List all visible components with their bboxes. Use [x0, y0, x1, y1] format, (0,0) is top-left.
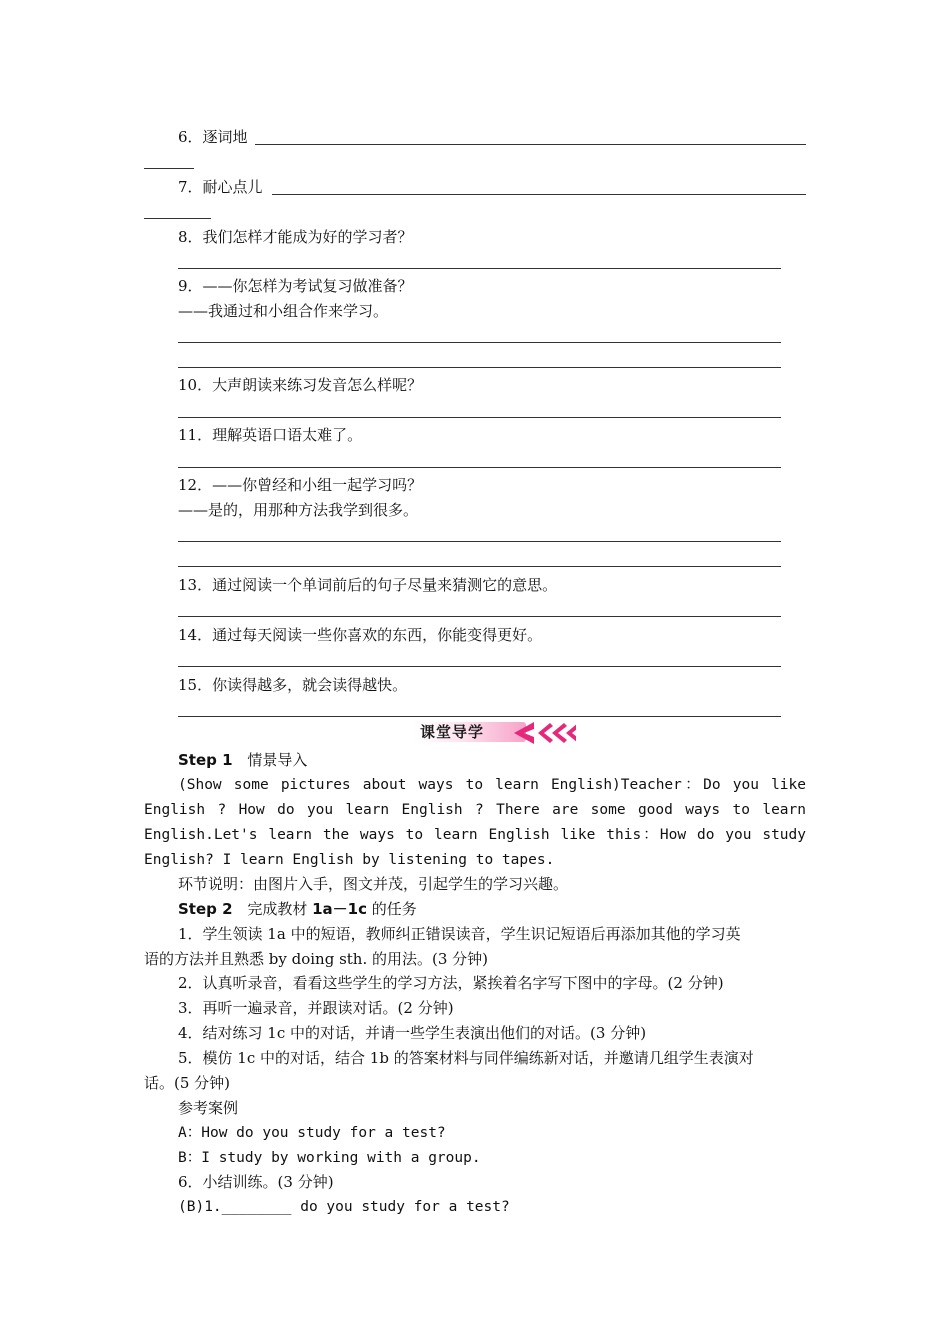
item-8-prompt: 8．我们怎样才能成为好的学习者？: [178, 228, 413, 246]
step-2-title: 完成教材: [247, 900, 308, 918]
item-12-response: ——是的，用那种方法我学到很多。: [178, 501, 419, 519]
dialog-line-b: B：I study by working with a group.: [178, 1150, 481, 1166]
step-2-heading: [178, 899, 417, 919]
item-14-prompt: 14．通过每天阅读一些你喜欢的东西，你能变得更好。: [178, 626, 543, 644]
step-1-paragraph-line: (Show some pictures about ways to learn English)Teacher：Do you like: [178, 777, 806, 793]
answer-line[interactable]: [178, 666, 781, 667]
step-2-item-3: 3．再听一遍录音，并跟读对话。(2 分钟): [178, 999, 454, 1017]
answer-line[interactable]: [178, 541, 781, 542]
step-1-label: Step 1: [178, 751, 233, 769]
answer-line[interactable]: [178, 616, 781, 617]
item-15-prompt: 15．你读得越多，就会读得越快。: [178, 676, 408, 694]
step-1-heading: [178, 750, 307, 770]
step-2-label: Step 2: [178, 900, 233, 918]
section-banner: [414, 720, 576, 746]
step-2-item-4: 4．结对练习 1c 中的对话，并请一些学生表演出他们的对话。(3 分钟): [178, 1024, 647, 1042]
step-1-title: 情景导入: [247, 751, 308, 769]
item-10-prompt: 10．大声朗读来练习发音怎么样呢？: [178, 376, 423, 394]
step-2-item-5: 5．模仿 1c 中的对话，结合 1b 的答案材料与同伴编练新对话，并邀请几组学生表演对: [178, 1049, 754, 1067]
step-2-item-5-cont: 话。(5 分钟): [144, 1074, 231, 1092]
step-2-tail: 的任务: [371, 900, 417, 918]
step-1-paragraph-line: English.Let's learn the ways to learn English like this：How do you study: [144, 827, 806, 843]
answer-line[interactable]: [178, 467, 781, 468]
answer-line[interactable]: [178, 716, 781, 717]
answer-line[interactable]: [178, 566, 781, 567]
answer-line[interactable]: [272, 194, 806, 195]
answer-line[interactable]: [255, 144, 806, 145]
item-12-prompt: 12．——你曾经和小组一起学习吗？: [178, 476, 423, 494]
banner-title: 课堂导学: [420, 723, 485, 741]
step-2-item-6: 6．小结训练。(3 分钟): [178, 1173, 334, 1191]
step-2-item-1-cont: 语的方法并且熟悉 by doing sth. 的用法。(3 分钟): [144, 950, 489, 968]
item-7-prompt: 7．耐心点儿: [178, 178, 263, 196]
step-1-paragraph-line: English ? How do you learn English ? There are some good ways to learn: [144, 802, 806, 818]
item-9-prompt: 9．——你怎样为考试复习做准备？: [178, 277, 413, 295]
item-13-prompt: 13．通过阅读一个单词前后的句子尽量来猜测它的意思。: [178, 576, 558, 594]
answer-line[interactable]: [144, 168, 194, 169]
answer-line[interactable]: [178, 268, 781, 269]
step-2-item-1: 1．学生领读 1a 中的短语，教师纠正错误读音，学生识记短语后再添加其他的学习英: [178, 925, 741, 943]
answer-line[interactable]: [144, 218, 211, 219]
chevrons-left-icon: [512, 720, 576, 746]
item-9-response: ——我通过和小组合作来学习。: [178, 302, 389, 320]
item-6-prompt: 6．逐词地: [178, 128, 248, 146]
item-11-prompt: 11．理解英语口语太难了。: [178, 426, 363, 444]
answer-line[interactable]: [178, 417, 781, 418]
reference-title: 参考案例: [178, 1099, 239, 1117]
step-1-note: 环节说明：由图片入手，图文并茂，引起学生的学习兴趣。: [178, 875, 569, 893]
exercise-question-1: (B)1.________ do you study for a test?: [178, 1199, 510, 1215]
step-2-range: 1a－1c: [312, 900, 368, 918]
answer-line[interactable]: [178, 342, 781, 343]
step-2-item-2: 2．认真听录音，看看这些学生的学习方法，紧挨着名字写下图中的字母。(2 分钟): [178, 974, 724, 992]
dialog-line-a: A：How do you study for a test?: [178, 1125, 446, 1141]
step-1-paragraph-line: English? I learn English by listening to tapes.: [144, 852, 555, 868]
answer-line[interactable]: [178, 367, 781, 368]
